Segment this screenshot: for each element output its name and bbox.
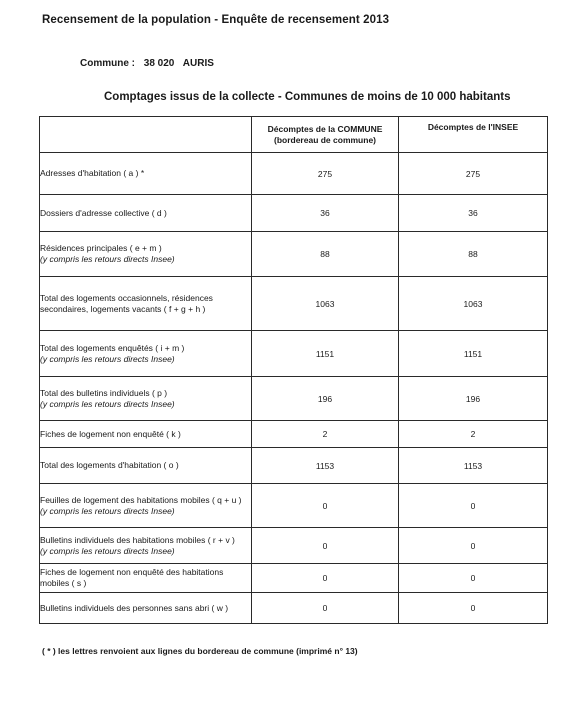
commune-count: 0 xyxy=(252,564,399,593)
row-label-cell xyxy=(40,593,252,624)
table-row xyxy=(40,484,548,528)
insee-count: 1153 xyxy=(399,448,548,484)
row-label-cell xyxy=(40,564,252,593)
row-note: (y compris les retours directs Insee) xyxy=(40,545,175,556)
commune-count: 1153 xyxy=(252,448,399,484)
row-label: Total des logements occasionnels, résidences secondaires, logements vacants ( f + g + h ) xyxy=(40,292,213,314)
row-label-cell xyxy=(40,421,252,448)
commune-count: 275 xyxy=(252,153,399,195)
row-label: Fiches de logement non enquêté ( k ) xyxy=(40,428,181,439)
row-label-cell xyxy=(40,448,252,484)
row-label: Total des bulletins individuels ( p ) xyxy=(40,387,168,398)
commune-count: 0 xyxy=(252,484,399,528)
table-row xyxy=(40,195,548,232)
row-label: Total des logements enquêtés ( i + m ) xyxy=(40,342,185,353)
table-row xyxy=(40,331,548,377)
row-label: Dossiers d'adresse collective ( d ) xyxy=(40,207,167,218)
row-label-cell xyxy=(40,377,252,421)
insee-count: 1063 xyxy=(399,277,548,331)
commune-line xyxy=(80,58,214,69)
page-title: Recensement de la population - Enquête de recensement 2013 xyxy=(42,14,390,26)
row-label: Total des logements d'habitation ( o ) xyxy=(40,460,179,470)
row-label: Fiches de logement non enquêté des habitations mobiles ( s ) xyxy=(40,567,224,588)
table-row xyxy=(40,448,548,484)
row-label-cell xyxy=(40,528,252,564)
row-label: Feuilles de logement des habitations mobiles ( q + u ) xyxy=(40,494,242,505)
header-empty-cell xyxy=(40,117,252,153)
commune-label: Commune : xyxy=(80,58,135,69)
footnote: ( * ) les lettres renvoient aux lignes du bordereau de commune (imprimé n° 13) xyxy=(42,646,358,656)
table-subtitle: Comptages issus de la collecte - Communes de moins de 10 000 habitants xyxy=(104,91,511,103)
row-note: (y compris les retours directs Insee) xyxy=(40,353,175,364)
row-label-cell xyxy=(40,484,252,528)
row-label: Bulletins individuels des personnes sans abri ( w ) xyxy=(40,602,229,613)
row-label-cell xyxy=(40,277,252,331)
row-note: (y compris les retours directs Insee) xyxy=(40,254,175,264)
header-insee-column: Décomptes de l'INSEE xyxy=(399,117,548,153)
commune-count: 88 xyxy=(252,232,399,277)
table-header-row xyxy=(40,117,548,153)
row-label: Résidences principales ( e + m ) xyxy=(40,243,162,253)
insee-count: 196 xyxy=(399,377,548,421)
commune-count: 0 xyxy=(252,528,399,564)
row-label-cell xyxy=(40,195,252,232)
commune-count: 1151 xyxy=(252,331,399,377)
row-label-cell xyxy=(40,331,252,377)
insee-count: 0 xyxy=(399,564,548,593)
commune-count: 1063 xyxy=(252,277,399,331)
insee-count: 0 xyxy=(399,484,548,528)
insee-count: 275 xyxy=(399,153,548,195)
commune-count: 2 xyxy=(252,421,399,448)
commune-count: 0 xyxy=(252,593,399,624)
table-row xyxy=(40,564,548,593)
insee-count: 36 xyxy=(399,195,548,232)
commune-count: 36 xyxy=(252,195,399,232)
table-row xyxy=(40,421,548,448)
row-label: Bulletins individuels des habitations mobiles ( r + v ) xyxy=(40,534,235,545)
header-commune-column: Décomptes de la COMMUNE (bordereau de commune) xyxy=(252,117,399,153)
table-row xyxy=(40,277,548,331)
row-note: (y compris les retours directs Insee) xyxy=(40,505,175,516)
row-label-cell xyxy=(40,232,252,277)
insee-count: 0 xyxy=(399,528,548,564)
insee-count: 0 xyxy=(399,593,548,624)
row-label: Adresses d'habitation ( a ) * xyxy=(40,168,145,178)
insee-count: 88 xyxy=(399,232,548,277)
commune-count: 196 xyxy=(252,377,399,421)
row-note: (y compris les retours directs Insee) xyxy=(40,398,175,409)
row-label-cell xyxy=(40,153,252,195)
table-row xyxy=(40,593,548,624)
commune-code: 38 020 xyxy=(143,58,175,69)
table-row xyxy=(40,528,548,564)
census-table xyxy=(39,116,548,624)
table-row xyxy=(40,153,548,195)
insee-count: 2 xyxy=(399,421,548,448)
commune-name: AURIS xyxy=(182,58,214,69)
insee-count: 1151 xyxy=(399,331,548,377)
table-row xyxy=(40,232,548,277)
table-row xyxy=(40,377,548,421)
